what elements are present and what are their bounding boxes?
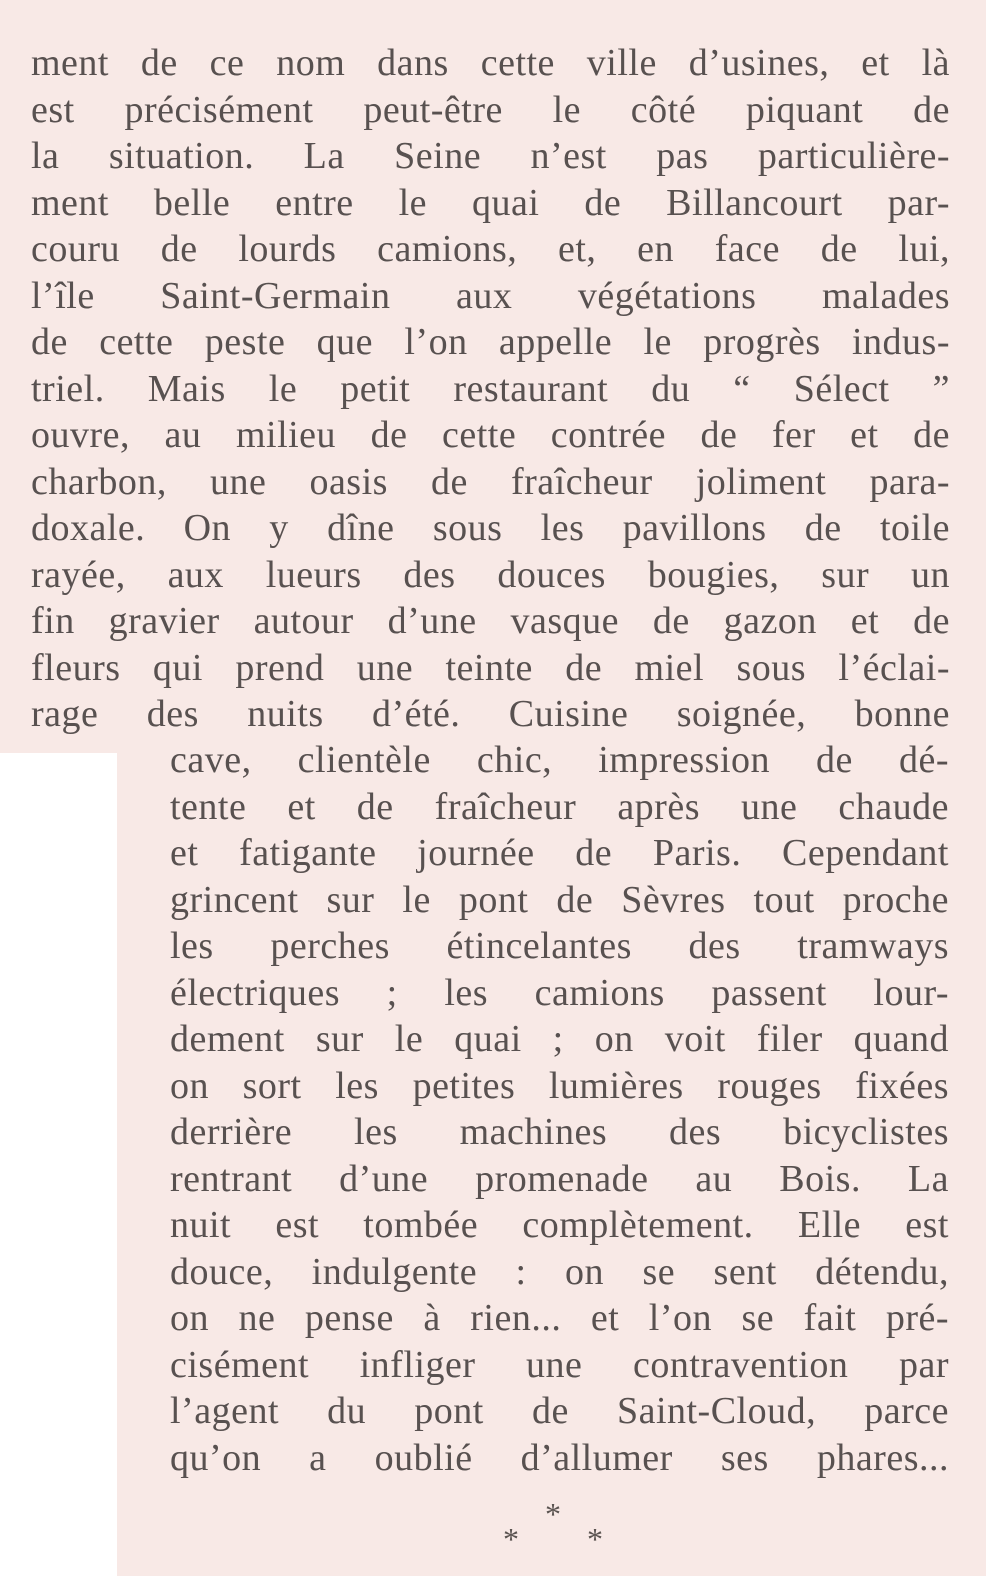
text-line: ment belle entre le quai de Billancourt par- (31, 181, 950, 224)
text-line: on sort les petites lumières rouges fixées (170, 1064, 949, 1107)
text-line: la situation. La Seine n’est pas particulière- (31, 135, 950, 177)
text-line: fin gravier autour d’une vasque de gazon et de (31, 600, 950, 642)
scan-white-margin (0, 753, 117, 1576)
text-line: qu’on a oublié d’allumer ses phares... (170, 1436, 949, 1479)
text-line: les perches étincelantes des tramways (170, 925, 949, 967)
text-line: derrière les machines des bicyclistes (170, 1111, 949, 1153)
text-line: grincent sur le pont de Sèvres tout proche (170, 878, 949, 921)
text-line: douce, indulgente : on se sent détendu, (170, 1250, 949, 1293)
text-line: rayée, aux lueurs des douces bougies, sur un (31, 553, 950, 596)
paragraph-indented (170, 737, 949, 1481)
text-line: est précisément peut-être le côté piquant de (31, 88, 950, 131)
asterisk-glyph: * (545, 1496, 561, 1532)
text-line: triel. Mais le petit restaurant du “ Sélect ” (31, 367, 950, 410)
text-line: tente et de fraîcheur après une chaude (170, 785, 949, 828)
text-line: charbon, une oasis de fraîcheur joliment para- (31, 460, 950, 503)
text-line: l’agent du pont de Saint-Cloud, parce (170, 1390, 949, 1432)
paragraph-full-width (31, 40, 950, 738)
text-line: l’île Saint-Germain aux végétations malades (31, 274, 950, 317)
text-line: cave, clientèle chic, impression de dé- (170, 739, 949, 781)
text-line: nuit est tombée complètement. Elle est (170, 1204, 949, 1246)
text-line: rage des nuits d’été. Cuisine soignée, bonne (31, 693, 950, 735)
text-line: ment de ce nom dans cette ville d’usines, et là (31, 42, 950, 84)
text-line: dement sur le quai ; on voit filer quand (170, 1018, 949, 1060)
text-line: on ne pense à rien... et l’on se fait pré- (170, 1297, 949, 1339)
asterisk-glyph: * (587, 1521, 603, 1557)
asterisk-glyph: * (503, 1521, 519, 1557)
text-line: de cette peste que l’on appelle le progrès indus- (31, 321, 950, 363)
text-line: et fatigante journée de Paris. Cependant (170, 832, 949, 874)
text-line: couru de lourds camions, et, en face de lui, (31, 228, 950, 270)
text-line: électriques ; les camions passent lour- (170, 971, 949, 1014)
text-line: fleurs qui prend une teinte de miel sous l’éclai- (31, 646, 950, 689)
text-line: ouvre, au milieu de cette contrée de fer et de (31, 414, 950, 456)
text-line: cisément infliger une contravention par (170, 1343, 949, 1386)
text-line: rentrant d’une promenade au Bois. La (170, 1157, 949, 1200)
text-line: doxale. On y dîne sous les pavillons de toile (31, 507, 950, 549)
